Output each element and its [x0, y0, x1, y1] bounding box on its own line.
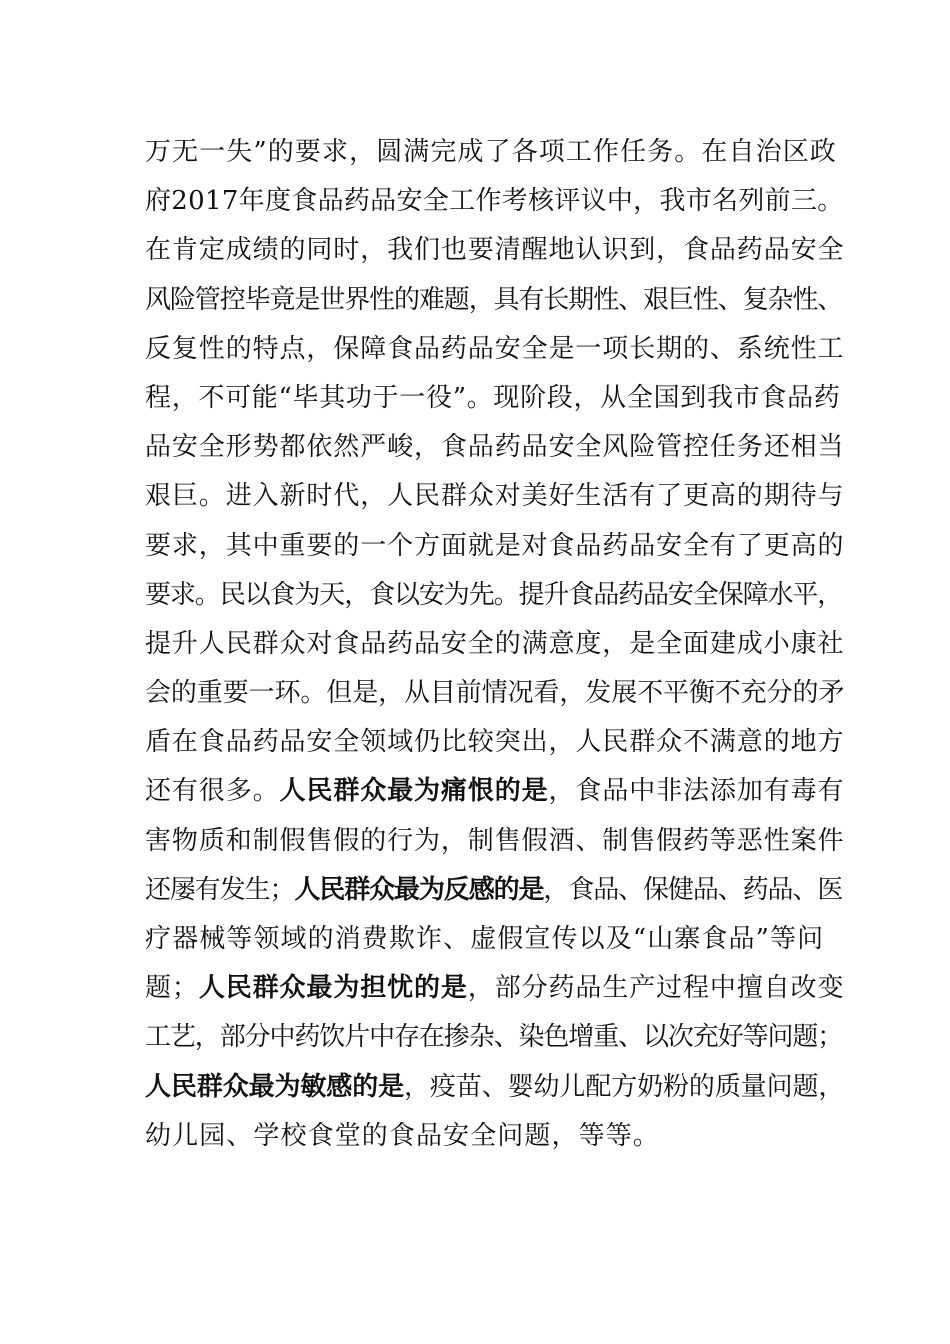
body-text: 万无一失”的要求，圆满完成了各项工作任务。在自治区政	[145, 137, 837, 167]
body-paragraph	[145, 128, 845, 1161]
body-text: 程，不可能“毕其功于一役”。现阶段，从全国到我市食品药	[145, 382, 841, 413]
text-line	[145, 423, 845, 472]
text-line	[145, 866, 845, 915]
body-text: 疗器械等领域的消费欺诈、虚假宣传以及“山寨食品”等问	[145, 924, 825, 954]
text-line	[145, 1013, 845, 1062]
body-text: 会的重要一环。但是，从目前情况看，发展不平衡不充分的矛	[145, 678, 845, 709]
body-text: 还屡有发生；	[145, 874, 295, 905]
body-text: ，食品、保健品、药品、医	[543, 874, 843, 905]
body-text: 府2017年度食品药品安全工作考核评议中，我市名列前三。	[145, 186, 844, 217]
text-line	[145, 374, 845, 423]
text-line	[145, 128, 845, 177]
emphasis-text: 人民群众最为敏感的是	[145, 1071, 405, 1102]
text-line	[145, 177, 845, 226]
text-line	[145, 767, 845, 816]
text-line	[145, 522, 845, 571]
text-line	[145, 964, 845, 1013]
text-line	[145, 620, 845, 669]
text-line	[145, 226, 845, 275]
body-text: 盾在食品药品安全领域仍比较突出，人民群众不满意的地方	[145, 727, 845, 758]
body-text: 幼儿园、学校食堂的食品安全问题，等等。	[145, 1120, 660, 1151]
text-line	[145, 1063, 845, 1112]
body-text: 风险管控毕竟是世界性的难题，具有长期性、艰巨性、复杂性、	[145, 284, 843, 315]
emphasis-text: 人民群众最为痛恨的是	[279, 776, 549, 807]
text-line	[145, 325, 845, 374]
body-text: 题；	[145, 973, 199, 1004]
body-text: 提升人民群众对食品药品安全的满意度，是全面建成小康社	[145, 628, 845, 659]
text-line	[145, 472, 845, 521]
body-text: 害物质和制假售假的行为，制售假酒、制售假药等恶性案件	[145, 825, 845, 856]
body-text: ，部分药品生产过程中擅自改变	[467, 973, 845, 1004]
body-text: 反复性的特点，保障食品药品安全是一项长期的、系统性工	[145, 333, 845, 364]
text-line	[145, 817, 845, 866]
body-text: 工艺，部分中药饮片中存在掺杂、染色增重、以次充好等问题；	[145, 1022, 843, 1053]
text-line	[145, 276, 845, 325]
text-line	[145, 1112, 845, 1161]
body-text: 要求，其中重要的一个方面就是对食品药品安全有了更高的	[145, 530, 845, 561]
text-line	[145, 571, 845, 620]
body-text: ，疫苗、婴幼儿配方奶粉的质量问题，	[404, 1071, 845, 1102]
text-line	[145, 915, 845, 964]
body-text: 在肯定成绩的同时，我们也要清醒地认识到，食品药品安全	[145, 235, 845, 266]
emphasis-text: 人民群众最为反感的是	[294, 874, 544, 905]
body-text: 品安全形势都依然严峻，食品药品安全风险管控任务还相当	[145, 432, 845, 463]
body-text: 还有很多。	[145, 776, 280, 807]
emphasis-text: 人民群众最为担忧的是	[198, 973, 468, 1004]
body-text: ，食品中非法添加有毒有	[548, 776, 845, 807]
body-text: 要求。民以食为天，食以安为先。提升食品药品安全保障水平，	[145, 579, 843, 610]
text-line	[145, 718, 845, 767]
body-text: 艰巨。进入新时代，人民群众对美好生活有了更高的期待与	[145, 481, 845, 512]
text-line	[145, 669, 845, 718]
